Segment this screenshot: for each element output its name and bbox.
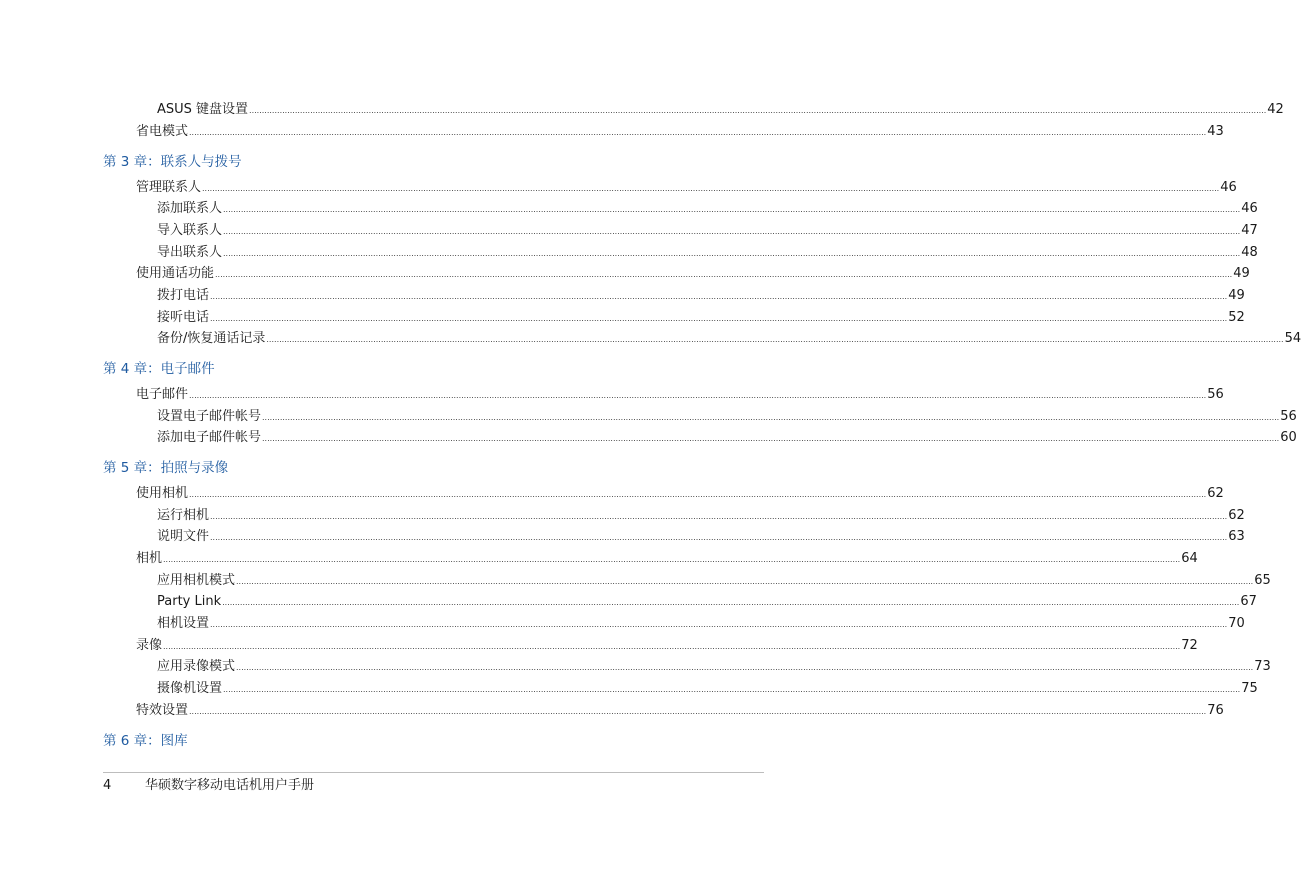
toc-entry-label: 拨打电话 <box>157 288 210 303</box>
toc-entry-label: 添加联系人 <box>157 201 223 216</box>
dot-leader: ................................................................................................................................................................................................................................................................................................................................................................................................................ <box>215 270 1233 279</box>
dot-leader: ................................................................................................................................................................................................................................................................................................................................................................................................................ <box>163 642 1181 651</box>
dot-leader: ................................................................................................................................................................................................................................................................................................................................................................................................................ <box>223 205 1241 214</box>
toc-entry-label: 应用相机模式 <box>157 573 236 588</box>
toc-entry-page-number: 49 <box>1228 288 1245 303</box>
dot-leader: ................................................................................................................................................................................................................................................................................................................................................................................................................ <box>189 490 1207 499</box>
toc-entry-label: 应用录像模式 <box>157 659 236 674</box>
chapter-heading[interactable]: 第 5 章：拍照与录像 <box>103 460 229 476</box>
toc-subsection-entry[interactable] <box>157 223 1258 240</box>
toc-subsection-entry[interactable] <box>157 529 1245 546</box>
toc-subsection-entry[interactable] <box>157 310 1245 327</box>
toc-subsection-entry[interactable] <box>157 102 1284 119</box>
toc-entry-page-number: 47 <box>1241 223 1258 238</box>
dot-leader: ................................................................................................................................................................................................................................................................................................................................................................................................................ <box>210 512 1228 521</box>
toc-section-entry[interactable] <box>136 638 1198 655</box>
toc-subsection-entry[interactable] <box>157 245 1258 262</box>
toc-subsection-entry[interactable] <box>157 681 1258 698</box>
toc-entry-label: 导入联系人 <box>157 223 223 238</box>
chapter-heading[interactable]: 第 3 章：联系人与拨号 <box>103 154 242 170</box>
toc-entry-page-number: 67 <box>1240 594 1257 609</box>
toc-entry-label: ASUS 键盘设置 <box>157 102 249 117</box>
toc-entry-label: 相机 <box>136 551 163 566</box>
toc-entry-label: 使用通话功能 <box>136 266 215 281</box>
toc-section-entry[interactable] <box>136 703 1224 720</box>
dot-leader: ................................................................................................................................................................................................................................................................................................................................................................................................................ <box>222 598 1240 607</box>
dot-leader: ................................................................................................................................................................................................................................................................................................................................................................................................................ <box>262 434 1280 443</box>
toc-entry-label: 电子邮件 <box>136 387 189 402</box>
toc-entry-page-number: 64 <box>1181 551 1198 566</box>
toc-entry-page-number: 65 <box>1254 573 1271 588</box>
toc-entry-page-number: 73 <box>1254 659 1271 674</box>
toc-entry-page-number: 60 <box>1280 430 1297 445</box>
dot-leader: ................................................................................................................................................................................................................................................................................................................................................................................................................ <box>266 335 1284 344</box>
toc-section-entry[interactable] <box>136 266 1250 283</box>
dot-leader: ................................................................................................................................................................................................................................................................................................................................................................................................................ <box>210 292 1228 301</box>
toc-entry-label: 导出联系人 <box>157 245 223 260</box>
dot-leader: ................................................................................................................................................................................................................................................................................................................................................................................................................ <box>249 106 1267 115</box>
toc-entry-page-number: 49 <box>1233 266 1250 281</box>
toc-entry-page-number: 46 <box>1241 201 1258 216</box>
toc-entry-page-number: 62 <box>1228 508 1245 523</box>
toc-entry-page-number: 56 <box>1280 409 1297 424</box>
toc-entry-label: 运行相机 <box>157 508 210 523</box>
dot-leader: ................................................................................................................................................................................................................................................................................................................................................................................................................ <box>223 249 1241 258</box>
toc-subsection-entry[interactable] <box>157 331 1301 348</box>
dot-leader: ................................................................................................................................................................................................................................................................................................................................................................................................................ <box>236 577 1254 586</box>
toc-entry-page-number: 76 <box>1207 703 1224 718</box>
toc-entry-page-number: 63 <box>1228 529 1245 544</box>
toc-section-entry[interactable] <box>136 486 1224 503</box>
toc-entry-label: 摄像机设置 <box>157 681 223 696</box>
dot-leader: ................................................................................................................................................................................................................................................................................................................................................................................................................ <box>210 533 1228 542</box>
toc-subsection-entry[interactable] <box>157 616 1245 633</box>
toc-entry-label: 录像 <box>136 638 163 653</box>
toc-subsection-entry[interactable] <box>157 409 1297 426</box>
footer-title: 华硕数字移动电话机用户手册 <box>145 778 315 793</box>
toc-entry-label: 使用相机 <box>136 486 189 501</box>
toc-section-entry[interactable] <box>136 551 1198 568</box>
toc-entry-label: Party Link <box>157 594 222 609</box>
toc-entry-page-number: 48 <box>1241 245 1258 260</box>
toc-entry-label: 设置电子邮件帐号 <box>157 409 262 424</box>
toc-entry-label: 说明文件 <box>157 529 210 544</box>
dot-leader: ................................................................................................................................................................................................................................................................................................................................................................................................................ <box>189 707 1207 716</box>
toc-entry-page-number: 43 <box>1207 124 1224 139</box>
toc-subsection-entry[interactable] <box>157 659 1271 676</box>
toc-entry-label: 省电模式 <box>136 124 189 139</box>
toc-section-entry[interactable] <box>136 180 1237 197</box>
toc-section-entry[interactable] <box>136 124 1224 141</box>
toc-entry-page-number: 54 <box>1284 331 1301 346</box>
chapter-heading[interactable]: 第 6 章：图库 <box>103 733 188 749</box>
toc-subsection-entry[interactable] <box>157 288 1245 305</box>
toc-subsection-entry[interactable] <box>157 201 1258 218</box>
toc-entry-page-number: 75 <box>1241 681 1258 696</box>
toc-entry-label: 特效设置 <box>136 703 189 718</box>
toc-entry-label: 管理联系人 <box>136 180 202 195</box>
toc-entry-page-number: 70 <box>1228 616 1245 631</box>
chapter-heading[interactable]: 第 4 章：电子邮件 <box>103 361 215 377</box>
toc-entry-page-number: 42 <box>1267 102 1284 117</box>
toc-entry-label: 添加电子邮件帐号 <box>157 430 262 445</box>
dot-leader: ................................................................................................................................................................................................................................................................................................................................................................................................................ <box>210 314 1228 323</box>
toc-entry-page-number: 56 <box>1207 387 1224 402</box>
dot-leader: ................................................................................................................................................................................................................................................................................................................................................................................................................ <box>202 184 1220 193</box>
toc-subsection-entry[interactable] <box>157 430 1297 447</box>
footer-page-number: 4 <box>103 778 112 793</box>
dot-leader: ................................................................................................................................................................................................................................................................................................................................................................................................................ <box>223 685 1241 694</box>
dot-leader: ................................................................................................................................................................................................................................................................................................................................................................................................................ <box>189 128 1207 137</box>
toc-entry-page-number: 62 <box>1207 486 1224 501</box>
toc-section-entry[interactable] <box>136 387 1224 404</box>
toc-entry-page-number: 72 <box>1181 638 1198 653</box>
dot-leader: ................................................................................................................................................................................................................................................................................................................................................................................................................ <box>189 391 1207 400</box>
dot-leader: ................................................................................................................................................................................................................................................................................................................................................................................................................ <box>223 227 1241 236</box>
toc-entry-label: 备份/恢复通话记录 <box>157 331 266 346</box>
toc-subsection-entry[interactable] <box>157 594 1257 611</box>
dot-leader: ................................................................................................................................................................................................................................................................................................................................................................................................................ <box>262 413 1280 422</box>
toc-entry-label: 接听电话 <box>157 310 210 325</box>
toc-subsection-entry[interactable] <box>157 508 1245 525</box>
toc-entry-page-number: 46 <box>1220 180 1237 195</box>
footer-divider <box>103 772 764 773</box>
dot-leader: ................................................................................................................................................................................................................................................................................................................................................................................................................ <box>236 663 1254 672</box>
toc-entry-label: 相机设置 <box>157 616 210 631</box>
toc-subsection-entry[interactable] <box>157 573 1271 590</box>
dot-leader: ................................................................................................................................................................................................................................................................................................................................................................................................................ <box>210 620 1228 629</box>
toc-entry-page-number: 52 <box>1228 310 1245 325</box>
dot-leader: ................................................................................................................................................................................................................................................................................................................................................................................................................ <box>163 555 1181 564</box>
